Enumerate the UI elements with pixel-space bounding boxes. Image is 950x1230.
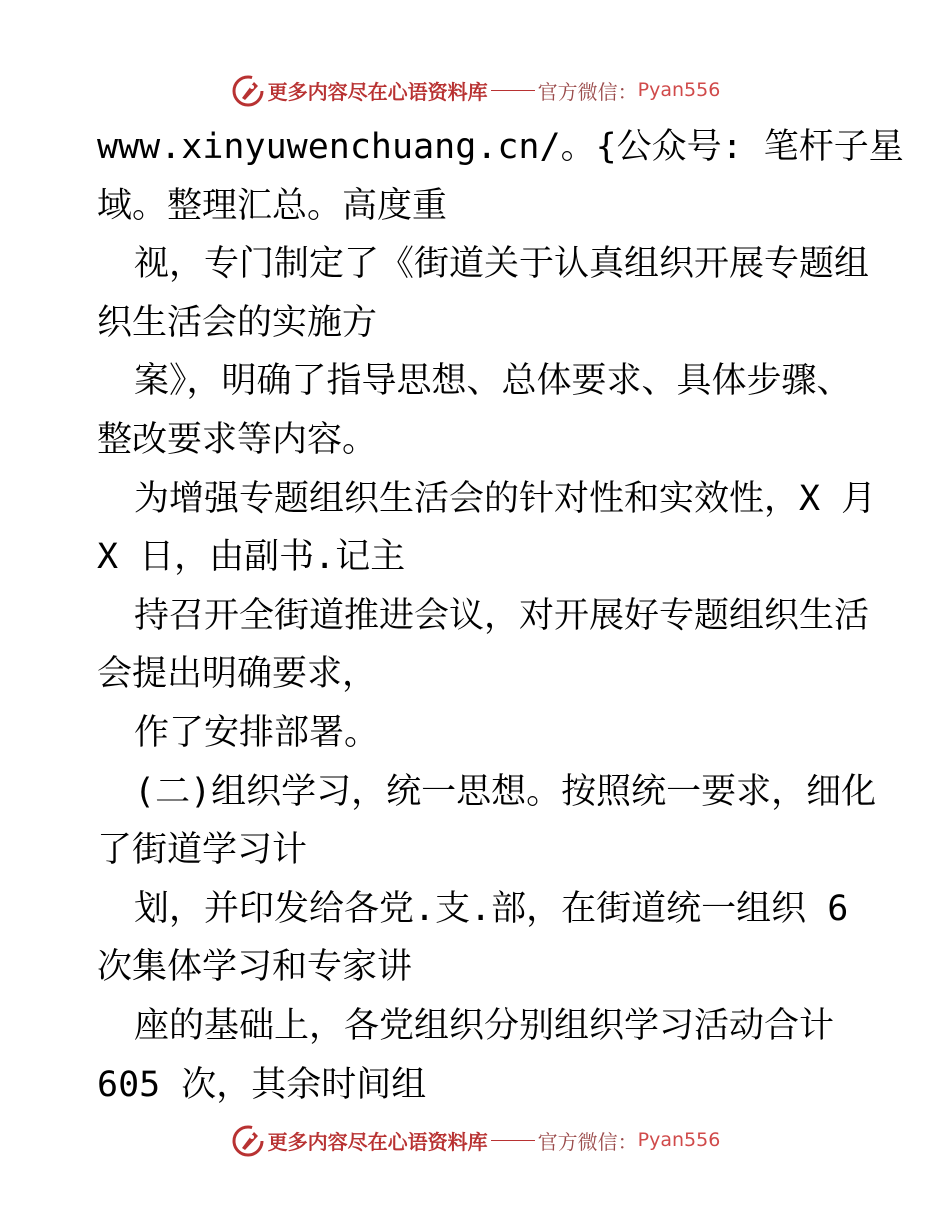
- text-line: 作了安排部署。: [134, 712, 380, 753]
- body-text: [97, 118, 904, 1114]
- text-line: 会提出明确要求，: [97, 654, 378, 695]
- text-line: 持召开全街道推进会议，对开展好专题组织生活: [134, 595, 870, 636]
- banner-wechat-label: 官方微信：: [537, 1129, 638, 1154]
- text-line: X 日，由副书.记主: [97, 537, 406, 578]
- text-line: 座的基础上，各党组织分别组织学习活动合计: [134, 1005, 835, 1046]
- text-line: 了街道学习计: [97, 830, 308, 871]
- text-line: 案》，明确了指导思想、总体要求、具体步骤、: [134, 361, 852, 402]
- text-line: (二)组织学习，统一思想。按照统一要求，细化: [134, 771, 877, 812]
- text-line: 域。整理汇总。高度重: [97, 185, 448, 226]
- banner-wechat-label: 官方微信：: [537, 79, 638, 104]
- text-line: 605 次，其余时间组: [97, 1064, 427, 1105]
- text-line: 为增强专题组织生活会的针对性和实效性，X 月: [134, 478, 877, 519]
- pen-nib-logo-icon: [230, 1122, 266, 1158]
- text-line: 织生活会的实施方: [97, 302, 378, 343]
- text-line: 整改要求等内容。: [97, 419, 378, 460]
- header-watermark-banner: [0, 70, 950, 110]
- text-line: 划，并印发给各党.支.部，在街道统一组织 6: [134, 888, 849, 929]
- banner-main-text: 更多内容尽在心语资料库: [267, 1129, 488, 1154]
- text-line: www.xinyuwenchuang.cn/。{公众号: 笔杆子星: [97, 127, 904, 167]
- text-line: 次集体学习和专家讲: [97, 947, 413, 988]
- footer-watermark-banner: [0, 1120, 950, 1160]
- banner-separator: [491, 1140, 535, 1141]
- banner-main-text: 更多内容尽在心语资料库: [267, 79, 488, 104]
- pen-nib-logo-icon: [230, 72, 266, 108]
- text-line: 视，专门制定了《街道关于认真组织开展专题组: [134, 244, 870, 285]
- banner-wechat-id: Pyan556: [637, 1129, 721, 1151]
- banner-wechat-id: Pyan556: [637, 79, 721, 101]
- banner-separator: [491, 90, 535, 91]
